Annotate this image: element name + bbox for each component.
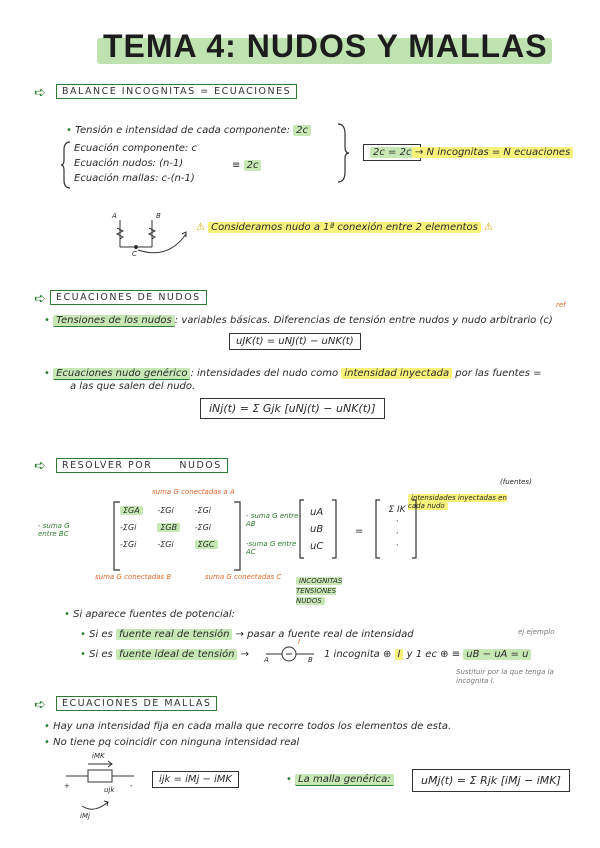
i-vector-item: · <box>395 529 399 539</box>
left-brace-icon <box>60 140 72 190</box>
ref-note: ref <box>556 301 566 309</box>
page-title: TEMA 4: NUDOS Y MALLAS <box>103 28 548 65</box>
lbl-entre-bc: - suma G entre BC <box>38 522 70 538</box>
mesh-current-formula: ijk = iMj − iMK <box>152 771 239 788</box>
equiv-sign: ≡ 2c <box>232 160 261 171</box>
section-arrow-icon: ➪ <box>34 697 46 713</box>
i-vector-item: · <box>395 541 399 551</box>
u-vector <box>310 504 323 555</box>
matrix-cell: -ΣGi <box>157 506 174 515</box>
ejemplo-note: ej ejemplo <box>518 628 555 636</box>
node-c-label: C <box>132 250 137 258</box>
fuente-real-line: • Si es fuente real de tensión → pasar a fuente real de intensidad <box>80 629 414 640</box>
conductance-matrix <box>120 506 232 549</box>
matrix-cell: ΣGC <box>195 540 218 549</box>
minus-label: - <box>130 782 133 790</box>
formula-tension-diff: uJK(t) = uNJ(t) − uNK(t) <box>229 333 361 350</box>
section-heading-balance: BALANCE INCOGNITAS = ECUACIONES <box>56 84 297 99</box>
source-i-label: I <box>298 638 301 646</box>
balance-result: → N incognitas = N ecuaciones <box>412 147 573 158</box>
section-heading-nudos: ECUACIONES DE NUDOS <box>50 290 207 305</box>
imj-label: iMj <box>80 812 90 820</box>
mallas-line1: • Hay una intensidad fija en cada malla que recorre todos los elementos de esta. <box>44 721 452 732</box>
matrix-cell: -ΣGi <box>194 523 212 532</box>
matrix-cell: -ΣGi <box>157 540 174 549</box>
node-circuit-diagram <box>108 212 198 264</box>
fuentes-note: (fuentes) <box>500 478 532 486</box>
tensiones-line: • Tensiones de los nudos : variables básicas. Diferencias de tensión entre nudos y nudo arbitrario (c) <box>44 315 553 326</box>
source-b-label: B <box>308 656 313 664</box>
node-b-label: B <box>156 212 161 220</box>
mallas-line2: • No tiene pq coincidir con ninguna intensidad real <box>44 737 300 748</box>
source-a-label: A <box>264 656 269 664</box>
eq-componente: Ecuación componente: c <box>74 143 197 154</box>
matrix-cell: -ΣGi <box>194 506 212 515</box>
balance-line1-highlight: 2c <box>293 125 311 136</box>
balance-note: ⚠ Consideramos nudo a 1ª conexión entre 2 elementos ⚠ <box>196 222 493 233</box>
nudo-generico-line2: a las que salen del nudo. <box>70 381 196 392</box>
section-arrow-icon: ➪ <box>34 291 46 307</box>
fuente-ideal-line: • Si es fuente ideal de tensión → <box>80 649 250 660</box>
formula-nudo-generico: iNj(t) = Σ Gjk [uNj(t) − uNK(t)] <box>200 398 385 419</box>
mesh-resistor-diagram <box>60 754 140 824</box>
eq-mallas: Ecuación mallas: c-(n-1) <box>74 173 195 184</box>
right-brace-icon <box>336 122 350 184</box>
equals-sign: = <box>355 526 364 537</box>
balance-line1: • Tensión e intensidad de cada componente: 2c <box>66 125 311 136</box>
imk-label: iMK <box>92 752 105 760</box>
matrix-cell: ΣGA <box>120 506 143 515</box>
u-vector-item: uC <box>310 541 324 552</box>
fuente-ideal-rest: 1 incognita ⊕ I y 1 ec ⊕ ≡ uB − uA = u <box>324 649 531 660</box>
matrix-cell: -ΣGi <box>120 523 137 532</box>
section-arrow-icon: ➪ <box>34 85 46 101</box>
ujk-label: ujk <box>104 786 115 794</box>
u-vector-item: uA <box>310 507 324 518</box>
matrix-cell: ΣGB <box>157 523 180 532</box>
eq-nudos: Ecuación nudos: (n-1) <box>74 158 184 169</box>
lbl-suma-b: suma G conectadas B <box>95 573 172 581</box>
node-a-label: A <box>112 212 117 220</box>
plus-label: + <box>64 782 70 790</box>
lbl-entre-ac: -suma G entre AC <box>246 540 297 556</box>
fuentes-potencial-line: • Si aparece fuentes de potencial: <box>64 609 236 620</box>
lbl-suma-c: suma G conectadas C <box>205 573 282 581</box>
incognitas-label: INCOGNITAS TENSIONES NUDOS <box>296 577 343 605</box>
balance-box: 2c = 2c <box>363 144 421 161</box>
i-vector-item: · <box>395 517 399 527</box>
nudo-generico-line: • Ecuaciones nudo genérico : intensidades del nudo como intensidad inyectada por las fuentes = <box>44 368 542 379</box>
section-heading-resolver: RESOLVER POR NUDOS <box>56 458 228 473</box>
lbl-entre-ab: - suma G entre AB <box>246 512 299 528</box>
lbl-suma-a: suma G conectadas a A <box>152 488 235 496</box>
matrix-cell: -ΣGi <box>120 540 137 549</box>
i-vector <box>382 504 412 552</box>
section-arrow-icon: ➪ <box>34 458 46 474</box>
u-vector-item: uB <box>310 524 324 535</box>
section-heading-mallas: ECUACIONES DE MALLAS <box>56 696 217 711</box>
i-vector-item: Σ IK <box>388 505 406 515</box>
malla-generica-label: • La malla genérica: <box>286 774 394 785</box>
sustituir-note: Sustituir por la que tenga la incognita I. <box>456 668 554 685</box>
inj-note: intensidades inyectadas en cada nudo <box>408 494 507 510</box>
malla-generica-formula: uMj(t) = Σ Rjk [iMj − iMK] <box>412 769 570 792</box>
